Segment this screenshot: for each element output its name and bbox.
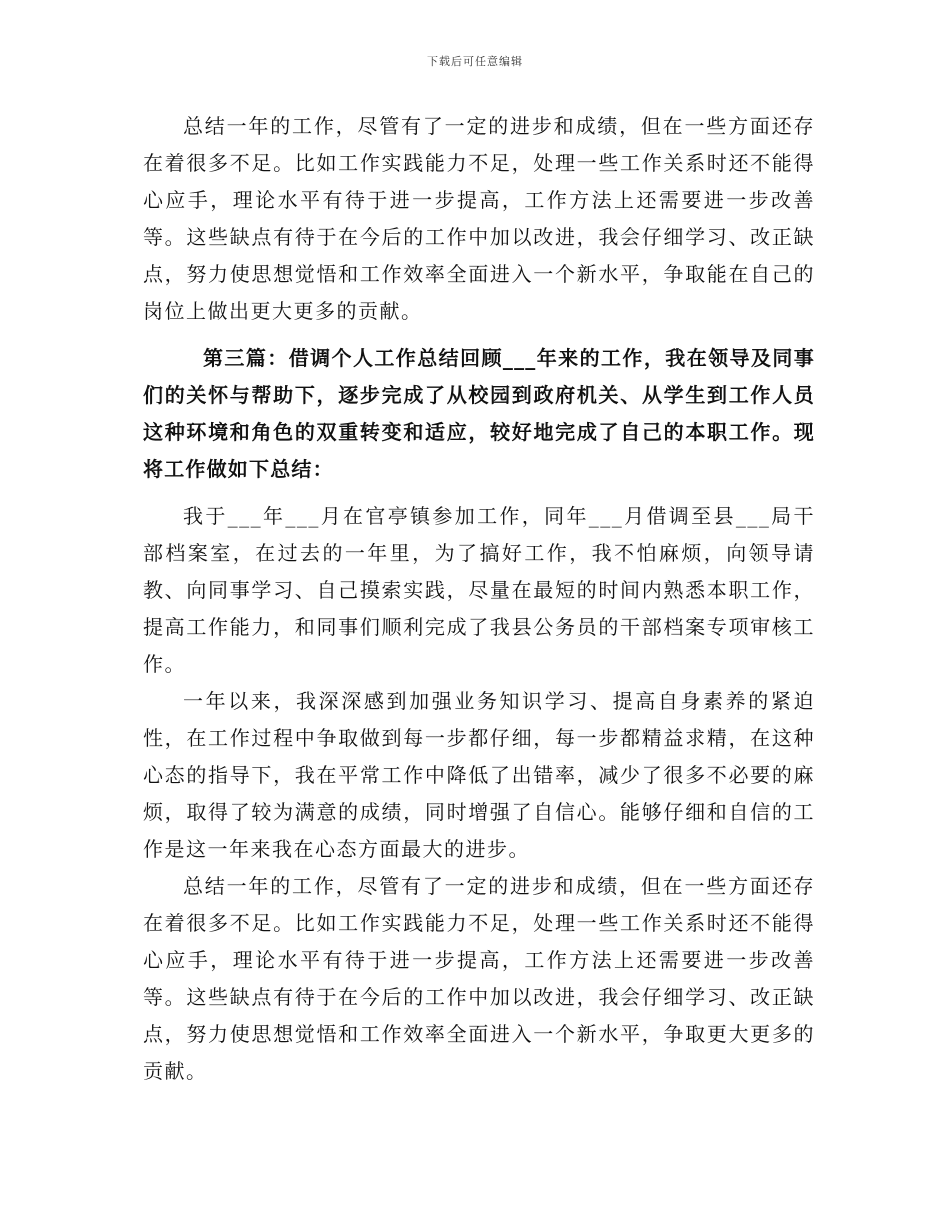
page-header-note: 下载后可任意编辑 (427, 55, 523, 68)
paragraph-summary-1: 总结一年的工作，尽管有了一定的进步和成绩，但在一些方面还存在着很多不足。比如工作实践能力不足，处理一些工作关系时还不能得心应手，理论水平有待于进一步提高，工作方法上还需要进一步改善等。这些缺点有待于在今后的工作中加以改进，我会仔细学习、改正缺点，努力使思想觉悟和工作效率全面进入一个新水平，争取能在自己的岗位上做出更大更多的贡献。 (143, 114, 815, 323)
paragraph-work-start: 我于___年___月在官亭镇参加工作，同年___月借调至县___局干部档案室，在过去的一年里，为了搞好工作，我不怕麻烦，向领导请教、向同事学习、自己摸索实践，尽量在最短的时间内熟悉本职工作，提高工作能力，和同事们顺利完成了我县公务员的干部档案专项审核工作。 (143, 504, 815, 676)
paragraph-learning: 一年以来，我深深感到加强业务知识学习、提高自身素养的紧迫性，在工作过程中争取做到每一步都仔细，每一步都精益求精，在这种心态的指导下，我在平常工作中降低了出错率，减少了很多不必要的麻烦，取得了较为满意的成绩，同时增强了自信心。能够仔细和自信的工作是这一年来我在心态方面最大的进步。 (143, 689, 815, 861)
paragraph-summary-2: 总结一年的工作，尽管有了一定的进步和成绩，但在一些方面还存在着很多不足。比如工作实践能力不足，处理一些工作关系时还不能得心应手，理论水平有待于进一步提高，工作方法上还需要进一步改善等。这些缺点有待于在今后的工作中加以改进，我会仔细学习、改正缺点，努力使思想觉悟和工作效率全面进入一个新水平，争取更大更多的贡献。 (143, 874, 815, 1083)
section-heading: 第三篇：借调个人工作总结回顾___年来的工作，我在领导及同事们的关怀与帮助下，逐步完成了从校园到政府机关、从学生到工作人员这种环境和角色的双重转变和适应，较好地完成了自己的本职工作。现将工作做如下总结： (143, 346, 815, 481)
document-body (143, 108, 815, 1090)
